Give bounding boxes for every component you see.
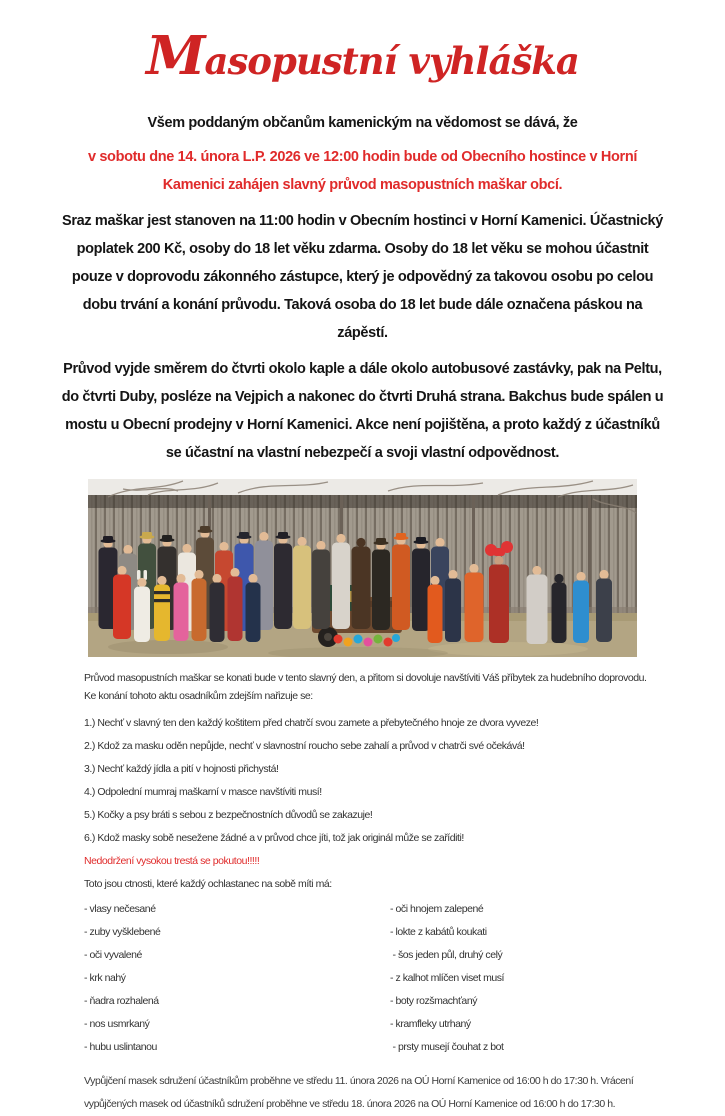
proclamation-page (0, 24, 725, 1110)
mask-rental-footer: Vypůjčení masek sdružení účastníkům proběhne ve středu 11. února 2026 na OÚ Horní Kamenice od 16:00 h do 17:30 h. Vrácení vypůjčených masek od účastníků sdružení proběhne ve středu 18. února 2026 na OÚ Horní Kamenice od 16:00 h do 17:30 h. (84, 1075, 634, 1110)
virtue-item: - z kalhot mlíčen viset musí (390, 972, 505, 984)
rule-item: 6.) Kdož masky sobě nesežene žádné a v průvod chce jíti, tož jak originál může se zaříditi! (84, 832, 464, 844)
virtue-item: - hubu uslintanou (84, 1041, 157, 1053)
virtue-item: - vlasy nečesané (84, 903, 156, 915)
virtue-item: - ňadra rozhalená (84, 995, 159, 1007)
intro-line: Všem poddaným občanům kamenickým na vědomost se dává, že (147, 115, 578, 131)
decrees-section (84, 669, 659, 1116)
page-title: Masopustní vyhláška (146, 24, 579, 87)
virtues-columns (84, 898, 659, 1059)
virtue-item: - šos jeden půl, druhý celý (390, 949, 503, 961)
penalty-warning: Nedodržení vysokou trestá se pokutou!!!!! (84, 855, 260, 867)
rule-item: 4.) Odpolední mumraj maškarní v masce navštíviti musí! (84, 786, 322, 798)
virtue-item: - zuby vyšklebené (84, 926, 161, 938)
virtue-item: - kramfleky utrhaný (390, 1018, 471, 1030)
meeting-paragraph: Sraz maškar jest stanoven na 11:00 hodin v Obecním hostinci v Horní Kamenici. Účastnický poplatek 200 Kč, osoby do 18 let věku zdarma. Osoby do 18 let věku se mohou účastnit pouze v doprovodu zákonného zástupce, který je odpovědný za takovou osobu po celou dobu trvání a konání průvodu. Taková osoba do 18 let bude dále označena páskou na zápěstí. (62, 213, 663, 341)
virtue-item: - oči hnojem zalepené (390, 903, 484, 915)
route-paragraph: Průvod vyjde směrem do čtvrti okolo kaple a dále okolo autobusové zastávky, pak na Peltu, do čtvrti Duby, posléze na Vejpich a nakonec do čtvrti Druhá strana. Bakchus bude spálen u mostu u Obecní prodejny v Horní Kamenici. Akce není pojištěna, a proto každý z účastníků se účastní na vlastní nebezpečí a svoji vlastní odpovědnost. (61, 361, 664, 461)
rules-list (84, 712, 659, 850)
rule-item: 5.) Kočky a psy bráti s sebou z bezpečnostních důvodů se zakazuje! (84, 809, 373, 821)
virtue-item: - boty rozšmachťaný (390, 995, 478, 1007)
rule-item: 1.) Nechť v slavný ten den každý koštitem před chatrčí svou zamete a přebytečného hnoje ze dvora vyveze! (84, 717, 539, 729)
decrees-intro: Průvod masopustních maškar se konati bude v tento slavný den, a přitom si dovoluje navštíviti Váš příbytek za hudebního doprovodu. Ke konání tohoto aktu osadníkům zdejším nařizuje se: (84, 672, 647, 702)
rule-item: 3.) Nechť každý jídla a pití v hojnosti přichystá! (84, 763, 279, 775)
virtue-item: - nos usmrkaný (84, 1018, 150, 1030)
group-photo-illustration (88, 479, 637, 657)
group-photo (88, 479, 637, 657)
virtue-item: - lokte z kabátů koukati (390, 926, 487, 938)
virtue-item: - krk nahý (84, 972, 126, 984)
rule-item: 2.) Kdož za masku oděn nepůjde, nechť v slavnostní roucho sebe zahalí a průvod v chatrči své očekává! (84, 740, 525, 752)
event-date-highlight: v sobotu dne 14. února L.P. 2026 ve 12:00 hodin bude od Obecního hostince v Horní Kamenici zahájen slavný průvod masopustních maškar obcí. (87, 149, 638, 193)
virtue-item: - oči vyvalené (84, 949, 142, 961)
virtues-intro: Toto jsou ctnosti, které každý ochlastanec na sobě míti má: (84, 878, 332, 890)
virtue-item: - prsty musejí čouhat z bot (390, 1041, 504, 1053)
